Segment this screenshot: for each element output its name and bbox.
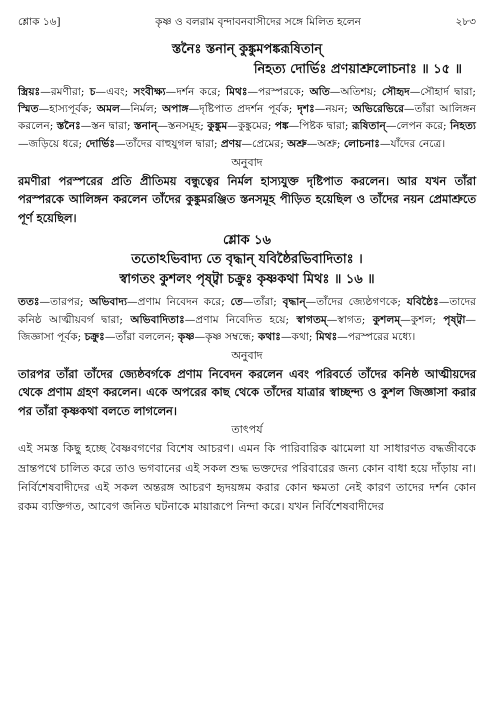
synonym-meaning: —কথা; [280, 330, 316, 343]
book-page [18, 14, 476, 517]
synonym-meaning: —অশ্রু; [306, 137, 344, 150]
synonym-meaning: —কৃষ্ণ সম্বন্ধে; [194, 330, 258, 343]
synonym-meaning: —অতিশয়; [329, 86, 382, 98]
synonym-word: ততঃ [18, 296, 40, 309]
synonym-meaning: —দৃষ্টিপাত প্রদর্শন পূর্বক; [188, 103, 298, 116]
synonym-meaning: —তাঁরা; [242, 296, 283, 309]
synonym-meaning: —যাঁদের নেত্রে। [379, 137, 446, 150]
synonym-meaning: —রমণীরা; [40, 86, 90, 98]
synonym-word: পৃষ্ট্বা [443, 313, 466, 326]
synonym-meaning: —হাস্যপূর্বক; [38, 103, 97, 116]
synonym-word: অভিবাদ্য [89, 296, 128, 309]
synonym-meaning: —তারপর; [39, 296, 90, 309]
synonym-meaning: —তাঁরা বললেন; [104, 330, 178, 343]
synonym-word: স্বাগতম্‌ [296, 313, 327, 326]
verse-16 [18, 250, 476, 290]
synonym-meaning: —প্রণাম নিবেদন করে; [127, 296, 231, 309]
synonym-meaning: —স্তনসমূহ; [157, 120, 208, 133]
synonym-meaning: —দর্শন করে; [165, 86, 227, 98]
synonym-word: স্তনান্‌ [133, 120, 158, 133]
synonym-meaning: —কুশল; [400, 313, 444, 326]
synonym-word: সৌহৃদ [381, 86, 410, 98]
synonym-word: কুঙ্কুম [207, 120, 228, 133]
synonym-word: অভিবাদিতাঃ [130, 313, 185, 326]
synonym-meaning: —তাঁরা আলিঙ্গন করলেন; [18, 103, 476, 133]
synonym-meaning: —তাঁদের জ্যেষ্ঠগণকে; [305, 296, 407, 309]
synonym-meaning: —সৌহার্দ দ্বারা; [409, 86, 477, 98]
synonym-word: স্ত্রিয়ঃ [18, 86, 41, 98]
synonym-meaning: —তাঁদের বাহুযুগল দ্বারা; [115, 137, 221, 150]
page-header [18, 14, 476, 30]
synonym-word: কৃষ্ণ [177, 330, 195, 343]
synonym-word: স্তনৈঃ [56, 120, 81, 133]
verse-16-line-2: স্বাগতং কুশলং পৃষ্ট্বা চক্রুঃ কৃষ্ণকথা মিথঃ ॥ ১৬ ॥ [119, 272, 375, 288]
synonym-word: যবিষ্ঠৈঃ [406, 296, 439, 309]
synonym-meaning: —জড়িয়ে ধরে; [18, 137, 86, 150]
synonym-meaning: —কুঙ্কুমের; [227, 120, 275, 133]
synonym-meaning: —পরস্পরের মধ্যে। [337, 330, 416, 343]
synonym-word: কুশলম্‌ [372, 313, 401, 326]
purport-heading: তাৎপর্য [231, 423, 263, 437]
synonym-word: দোর্ভিঃ [85, 137, 116, 150]
verse-15-line-1: স্তনৈঃ স্তনান্‌ কুঙ্কুমপঙ্করূষিতান্‌ [171, 42, 323, 57]
verse-15 [18, 40, 476, 80]
synonym-word: মিথঃ [226, 86, 248, 98]
synonym-meaning: —পরস্পরকে; [247, 86, 310, 98]
synonym-meaning: —প্রণাম নিবেদিত হয়ে; [184, 313, 297, 326]
translation-heading-15: অনুবাদ [231, 155, 263, 169]
verse-15-line-2: নিহত্য দোর্ভিঃ প্রণয়াশ্রুলোচনাঃ ॥ ১৫ ॥ [253, 62, 462, 77]
synonym-word: পঙ্ক [274, 120, 289, 133]
header-verse-ref: শ্লোক ১৬] [18, 16, 61, 28]
synonym-meaning: —তাদের কনিষ্ঠ আত্মীয়বর্গ দ্বারা; [18, 296, 476, 326]
synonym-meaning: —স্তন দ্বারা; [80, 120, 134, 133]
synonym-meaning: —জিজ্ঞাসা পূর্বক; [18, 313, 476, 343]
synonym-word: অতি [309, 86, 330, 98]
synonym-word: অপাঙ্গ [162, 103, 189, 116]
synonym-word: অমল [96, 103, 120, 116]
translation-16: তারপর তাঁরা তাঁদের জ্যেষ্ঠবর্গকে প্রণাম নিবেদন করলেন এবং পরিবর্তে তাঁদের কনিষ্ঠ আত্মীয়দের থেকে প্রণাম গ্রহণ করলেন। একে অপরের কাছ থেকে তাঁদের যাত্রার স্বাচ্ছন্দ্য ও কুশল জিজ্ঞাসা করার পর তাঁরা কৃষ্ণকথা বলতে লাগলেন। [18, 366, 476, 418]
synonym-word: স্মিত [18, 103, 39, 116]
translation-heading-16: অনুবাদ [231, 348, 263, 362]
synonym-meaning: —স্বাগত; [326, 313, 373, 326]
synonym-word: সংবীক্ষ্য [133, 86, 166, 98]
synonym-meaning: —প্রেমের; [241, 137, 288, 150]
synonym-meaning: —লেপন করে; [385, 120, 451, 133]
synonym-word: দৃশঃ [297, 103, 315, 116]
synonym-word: চ [89, 86, 96, 98]
synonym-meaning: —নির্মল; [119, 103, 163, 116]
synonym-word: নিহত্য [450, 120, 477, 133]
synonym-word: মিথঃ [315, 330, 338, 343]
verse-16-line-1: ততোঽভিবাদ্য তে বৃদ্ধান্‌ যবিষ্ঠৈরভিবাদিতাঃ । [131, 252, 363, 268]
synonym-word: অশ্রু [287, 137, 307, 150]
translation-15: রমণীরা পরস্পরের প্রতি প্রীতিময় বন্ধুত্বের নির্মল হাস্যযুক্ত দৃষ্টিপাত করলেন। আর যখন তাঁরা পরস্পরকে আলিঙ্গন করলেন তাঁদের কুঙ্কুমরঞ্জিত স্তনসমূহ পীড়িত হয়েছিল ও তাঁদের নয়ন প্রেমাশ্রুতে পূর্ণ হয়েছিল। [18, 173, 476, 225]
synonym-word: চক্রুঃ [84, 330, 105, 343]
verse-16-heading: শ্লোক ১৬ [222, 233, 272, 249]
page-number: ২৮৩ [455, 16, 476, 28]
synonyms-15 [18, 84, 476, 153]
purport-text: এই সমস্ত কিছু হচ্ছে বৈষ্ণবগণের বিশেষ আচরণ। এমন কি পারিবারিক ঝামেলা যা সাধারণত বদ্ধজীবকে ভ্রান্তপথে চালিত করে তাও ভগবানের এই সকল শুদ্ধ ভক্তদের পরিবারের জন্য কোন বাধা হয়ে দাঁড়ায় না। নির্বিশেষবাদীদের এই সকল অন্তরঙ্গ আচরণ হৃদয়ঙ্গম করার কোন ক্ষমতা নেই কারণ তাদের দর্শন কোন রকম ব্যক্তিগত, আবেগ জনিত ঘটনাকে মায়ারূপে নিন্দা করে। যখন নির্বিশেষবাদীদের [18, 442, 476, 514]
synonym-meaning: —এবং; [95, 86, 134, 98]
synonym-word: রূষিতান্‌ [351, 120, 386, 133]
synonym-word: লোচনাঃ [343, 137, 380, 150]
synonym-meaning: —পিষ্টক দ্বারা; [288, 120, 352, 133]
synonyms-16 [18, 294, 476, 346]
synonym-word: বৃদ্ধান্‌ [282, 296, 306, 309]
synonym-meaning: —নয়ন; [314, 103, 353, 116]
synonym-word: অভিরেভিরে [352, 103, 404, 116]
chapter-title: কৃষ্ণ ও বলরাম বৃন্দাবনবাসীদের সঙ্গে মিলিত হলেন [155, 16, 361, 28]
synonym-word: প্রণয় [220, 137, 242, 150]
synonym-word: তে [230, 296, 243, 309]
synonym-word: কথাঃ [257, 330, 281, 343]
